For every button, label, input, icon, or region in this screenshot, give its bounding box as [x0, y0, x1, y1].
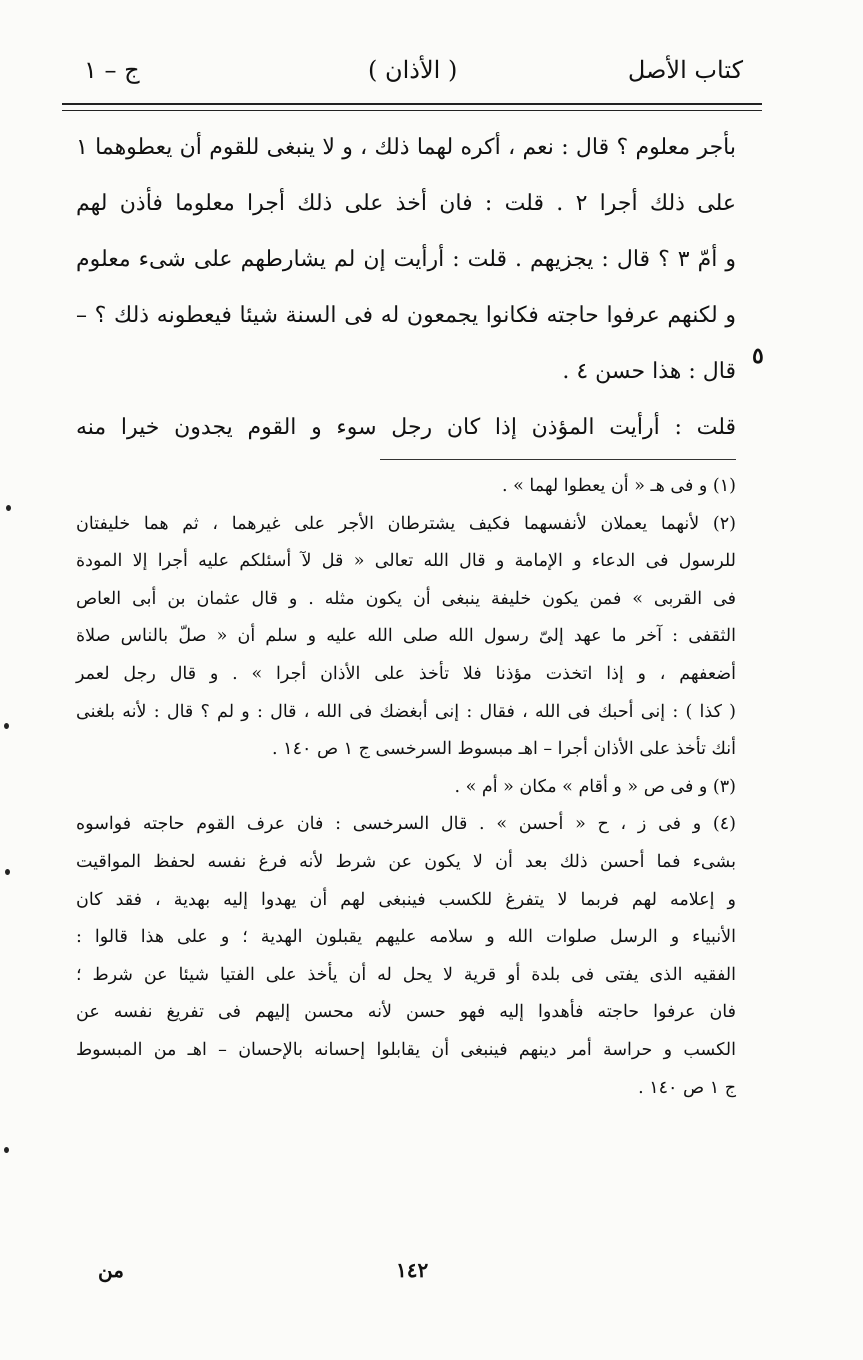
footnote-line: الفقيه الذى يفتى فى بلدة أو قرية لا يحل له أن يأخذ على الفتيا شيئا عن شرط ؛: [76, 964, 736, 985]
footnote-line: أنك تأخذ على الأذان أجرا – اهـ مبسوط السرخسى ج ١ ص ١٤٠ .: [272, 739, 736, 760]
text-line: و أمّ ٣ ؟ قال : يجزيهم . قلت : أرأيت إن لم يشارطهم على شىء معلوم: [76, 247, 736, 272]
footnote-line: (٤) و فى ز ، ح « أحسن » . قال السرخسى : فان عرف القوم حاجته فواسوه: [76, 814, 736, 835]
scan-speck: [5, 869, 10, 875]
footnote-line: ج ١ ص ١٤٠ .: [638, 1077, 736, 1098]
chapter-title: ( الأذان ): [368, 56, 458, 84]
scan-speck: [6, 505, 11, 511]
footnote-rule: [380, 459, 736, 460]
line-number: ٥: [752, 343, 764, 369]
text-line: على ذلك أجرا ٢ . قلت : فان أخذ على ذلك أجرا معلوما فأذن لهم: [76, 191, 737, 216]
footnote-line: و إعلامه لهم فربما لا يتفرغ للكسب فينبغى لهم أن يهدوا إليه بهدية ، فقد كان: [76, 889, 736, 910]
footnote-line: (٣) و فى ص « و أقام » مكان « أم » .: [454, 776, 736, 797]
main-text: [76, 120, 736, 456]
text-line: بأجر معلوم ؟ قال : نعم ، أكره لهما ذلك ، و لا ينبغى للقوم أن يعطوهما ١: [76, 135, 736, 160]
footnote-line: الكسب و حراسة أمر دينهم فينبغى أن يقابلوا إحسانه بالإحسان – اهـ من المبسوط: [76, 1039, 736, 1060]
footnote-line: الأنبياء و الرسل صلوات الله و سلامه عليهم يقبلون الهدية ؛ و على هذا قالوا :: [76, 927, 736, 948]
text-line: قال : هذا حسن ٤ .: [562, 359, 736, 384]
footnote-line: فان عرفوا حاجته فأهدوا إليه فهو حسن لأنه محسن إليهم فى تفريغ نفسه عن: [76, 1002, 736, 1023]
scan-speck: [4, 1147, 9, 1153]
header-rule: [62, 103, 762, 111]
book-title: كتاب الأصل: [627, 56, 743, 84]
footnotes: [76, 468, 736, 1107]
footnote-line: (١) و فى هـ « أن يعطوا لهما » .: [502, 476, 736, 496]
running-header: [0, 56, 863, 96]
footnote-line: ( كذا ) : إنى أحبك فى الله ، فقال : إنى أبغضك فى الله ، قال : و لم ؟ قال : لأنه بلغنى: [76, 701, 736, 722]
footnote-line: بشىء فما أحسن ذلك بعد أن لا يكون عن شرط لأنه فرغ نفسه لحفظ المواقيت: [76, 851, 736, 872]
catchword: من: [98, 1258, 124, 1282]
footnote-line: للرسول فى الدعاء و الإمامة و قال الله تعالى « قل لآ أسئلكم عليه أجرا إلا المودة: [76, 551, 736, 572]
scan-speck: [4, 723, 9, 729]
footnote-line: أضعفهم ، و إذا اتخذت مؤذنا فلا تأخذ على الأذان أجرا » . و قال رجل لعمر: [76, 663, 736, 684]
page-footer: [0, 1258, 863, 1298]
text-line: و لكنهم عرفوا حاجته فكانوا يجمعون له فى السنة شيئا فيعطونه ذلك ؟ –: [76, 303, 736, 328]
page-number: ١٤٢: [396, 1258, 429, 1282]
text-line: قلت : أرأيت المؤذن إذا كان رجل سوء و القوم يجدون خيرا منه: [76, 415, 736, 440]
volume-label: ج – ١: [84, 56, 140, 84]
footnote-line: فى القربى » فمن يكون خليفة ينبغى أن يكون مثله . و قال عثمان بن أبى العاص: [76, 588, 736, 609]
footnote-line: (٢) لأنهما يعملان لأنفسهما فكيف يشترطان الأجر على غيرهما ، ثم هما خليفتان: [76, 513, 736, 534]
footnote-line: الثقفى : آخر ما عهد إلىّ رسول الله صلى الله عليه و سلم أن « صلّ بالناس صلاة: [76, 626, 736, 647]
